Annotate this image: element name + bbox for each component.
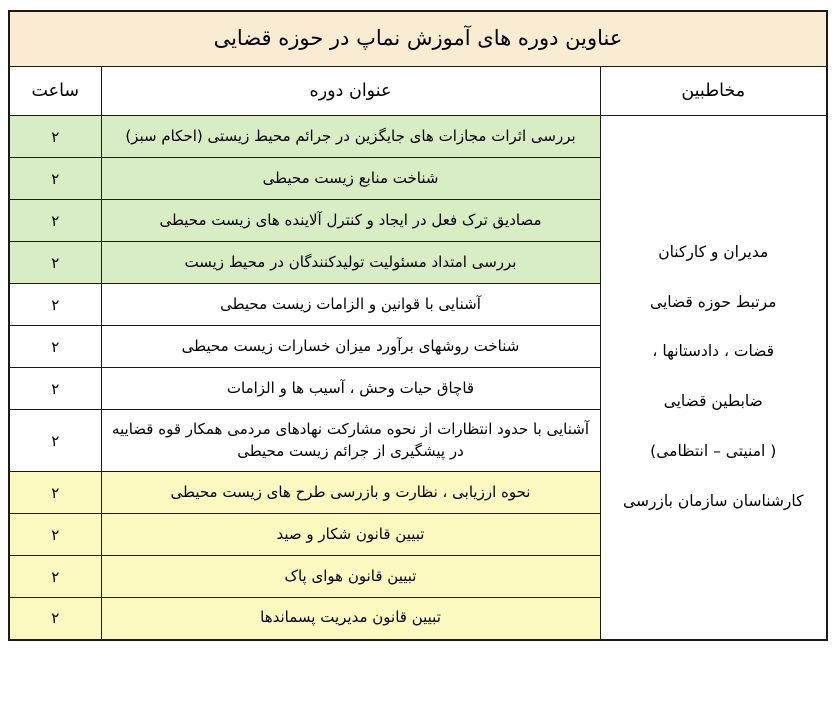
audience-line: مرتبط حوزه قضایی [650, 292, 777, 311]
audience-line: قضات ، دادستانها ، [652, 342, 775, 361]
course-hours-cell: ۲ [9, 472, 101, 514]
audience-cell [600, 116, 827, 640]
course-hours-cell: ۲ [9, 326, 101, 368]
course-catalog-table [8, 10, 828, 641]
course-hours-cell: ۲ [9, 200, 101, 242]
table-row [9, 116, 827, 158]
course-title-cell: تبیین قانون هوای پاک [101, 556, 600, 598]
course-hours-cell: ۲ [9, 284, 101, 326]
course-hours-cell: ۲ [9, 116, 101, 158]
column-header-hours: ساعت [9, 67, 101, 116]
page-title: عناوین دوره های آموزش نماپ در حوزه قضایی [9, 11, 827, 67]
course-hours-cell: ۲ [9, 514, 101, 556]
audience-line: مدیران و کارکنان [658, 242, 769, 261]
course-hours-cell: ۲ [9, 158, 101, 200]
course-title-cell: مصادیق ترک فعل در ایجاد و کنترل آلاینده های زیست محیطی [101, 200, 600, 242]
course-title-cell: شناخت منابع زیست محیطی [101, 158, 600, 200]
table-header-row [9, 67, 827, 116]
course-title-cell: شناخت روشهای برآورد میزان خسارات زیست محیطی [101, 326, 600, 368]
course-title-cell: آشنایی با حدود انتظارات از نحوه مشارکت نهادهای مردمی همکار قوه قضاییه در پیشگیری از جرائم زیست محیطی [101, 410, 600, 472]
course-hours-cell: ۲ [9, 556, 101, 598]
course-title-cell: بررسی اثرات مجازات های جایگزین در جرائم محیط زیستی (احکام سبز) [101, 116, 600, 158]
course-title-cell: بررسی امتداد مسئولیت تولیدکنندگان در محیط زیست [101, 242, 600, 284]
course-hours-cell: ۲ [9, 242, 101, 284]
column-header-audience: مخاطبین [600, 67, 827, 116]
table-title-row [9, 11, 827, 67]
course-hours-cell: ۲ [9, 368, 101, 410]
course-title-cell: قاچاق حیات وحش ، آسیب ها و الزامات [101, 368, 600, 410]
course-hours-cell: ۲ [9, 410, 101, 472]
table-body [9, 11, 827, 640]
column-header-course-title: عنوان دوره [101, 67, 600, 116]
audience-line: ضابطین قضایی [663, 392, 763, 411]
course-title-cell: آشنایی با قوانین و الزامات زیست محیطی [101, 284, 600, 326]
audience-line: ( امنیتی – انتظامی) [650, 442, 777, 461]
course-title-cell: تبیین قانون مدیریت پسماندها [101, 598, 600, 640]
course-title-cell: نحوه ارزیابی ، نظارت و بازرسی طرح های زیست محیطی [101, 472, 600, 514]
course-title-cell: تبیین قانون شکار و صید [101, 514, 600, 556]
audience-line: کارشناسان سازمان بازرسی [623, 491, 804, 510]
course-hours-cell: ۲ [9, 598, 101, 640]
